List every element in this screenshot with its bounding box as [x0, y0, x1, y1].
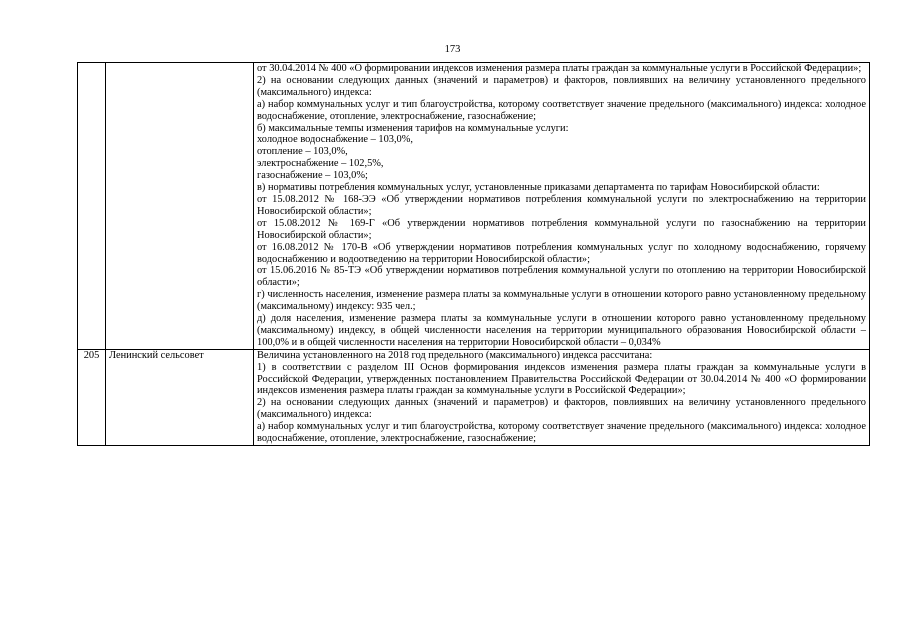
page-number: 173 [444, 44, 461, 55]
paragraph: г) численность населения, изменение размера платы за коммунальные услуги в отношении которого равно установленному предельному (максимальному) индексу: 935 чел.; [257, 289, 866, 313]
table-row [78, 349, 870, 445]
paragraph: 2) на основании следующих данных (значений и параметров) и факторов, повлиявших на величину установленного предельного (максимального) индекса: [257, 397, 866, 421]
paragraph: от 15.06.2016 № 85-ТЭ «Об утверждении нормативов потребления коммунальной услуги по отоплению на территории Новосибирской области»; [257, 265, 866, 289]
description-cell [254, 349, 870, 445]
municipality-name-cell: Ленинский сельсовет [106, 349, 254, 445]
row-number-cell: 205 [78, 349, 106, 445]
paragraph: 1) в соответствии с разделом III Основ формирования индексов изменения размера платы граждан за коммунальные услуги в Российской Федерации, утвержденных постановлением Правительства Российской Федерации от 30.04.2014 № 400 «О формировании индексов изменения размера платы граждан за коммунальные услуги в Российской Федерации»; [257, 361, 866, 397]
paragraph: от 15.08.2012 № 169-Г «Об утверждении нормативов потребления коммунальной услуги по газоснабжению на территории Новосибирской области»; [257, 217, 866, 241]
paragraph: Величина установленного на 2018 год предельного (максимального) индекса рассчитана: [257, 349, 653, 361]
municipality-name-cell [106, 63, 254, 350]
paragraph: а) набор коммунальных услуг и тип благоустройства, которому соответствует значение предельного (максимального) индекса: холодное водоснабжение, отопление, электроснабжение, газоснабжение; [257, 98, 866, 122]
paragraph: а) набор коммунальных услуг и тип благоустройства, которому соответствует значение предельного (максимального) индекса: холодное водоснабжение, отопление, электроснабжение, газоснабжение; [257, 421, 866, 445]
paragraph: д) доля населения, изменение размера платы за коммунальные услуги в отношении которого равно установленному предельному (максимальному) индексу, в общей численности населения на территории муниципального образования Новосибирской области – 100,0% и в общей численности населения на территории Новосибирской области – 0,034% [257, 313, 866, 348]
paragraph: в) нормативы потребления коммунальных услуг, установленные приказами департамента по тарифам Новосибирской области: [257, 182, 820, 194]
table-row [78, 63, 870, 350]
row-number-cell [78, 63, 106, 350]
paragraph: холодное водоснабжение – 103,0%, [257, 134, 414, 146]
paragraph: от 15.08.2012 № 168-ЭЭ «Об утверждении нормативов потребления коммунальной услуги по электроснабжению на территории Новосибирской области»; [257, 193, 866, 217]
paragraph: газоснабжение – 103,0%; [257, 170, 368, 182]
description-cell [254, 63, 870, 350]
paragraph: от 16.08.2012 № 170-В «Об утверждении нормативов потребления коммунальных услуг по холодному водоснабжению, горячему водоснабжению и водоотведению на территории Новосибирской области»; [257, 241, 866, 265]
paragraph: отопление – 103,0%, [257, 146, 348, 158]
tariff-table [77, 62, 870, 446]
paragraph: б) максимальные темпы изменения тарифов на коммунальные услуги: [257, 122, 569, 134]
paragraph: от 30.04.2014 № 400 «О формировании индексов изменения размера платы граждан за коммунальные услуги в Российской Федерации»; [257, 63, 862, 74]
paragraph: 2) на основании следующих данных (значений и параметров) и факторов, повлиявших на величину установленного предельного (максимального) индекса: [257, 74, 866, 98]
paragraph: электроснабжение – 102,5%, [257, 158, 384, 170]
